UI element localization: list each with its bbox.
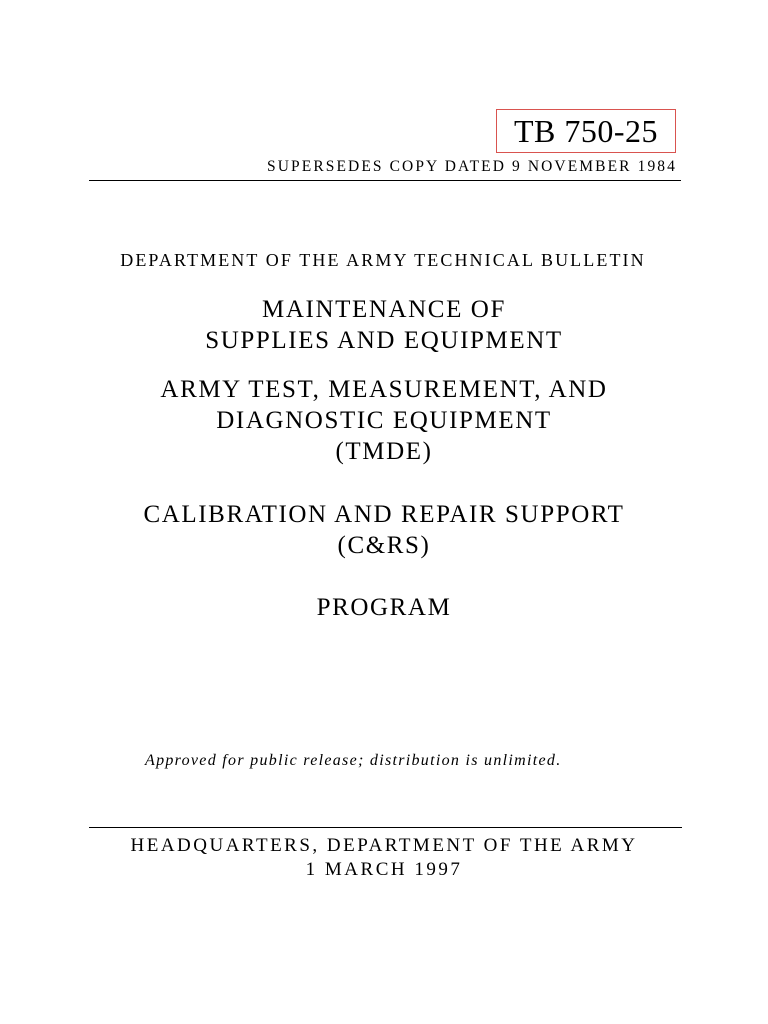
title-tmde — [0, 374, 768, 467]
title-line-4: DIAGNOSTIC EQUIPMENT — [216, 407, 552, 434]
title-line-7: (C&RS) — [337, 532, 431, 559]
title-line-3: ARMY TEST, MEASUREMENT, AND — [160, 376, 608, 403]
top-divider — [89, 180, 681, 181]
title-line-5: (TMDE) — [335, 438, 433, 465]
title-crs — [0, 499, 768, 561]
headquarters-line: HEADQUARTERS, DEPARTMENT OF THE ARMY — [130, 835, 638, 856]
title-program — [0, 592, 768, 623]
title-line-2: SUPPLIES AND EQUIPMENT — [205, 327, 563, 354]
department-line: DEPARTMENT OF THE ARMY TECHNICAL BULLETIN — [120, 250, 646, 270]
distribution-statement: Approved for public release; distribution is unlimited. — [145, 752, 562, 769]
footer-block — [0, 834, 768, 882]
title-line-8: PROGRAM — [316, 594, 452, 621]
title-line-6: CALIBRATION AND REPAIR SUPPORT — [143, 501, 625, 528]
title-line-1: MAINTENANCE OF — [262, 296, 506, 323]
supersedes-notice: SUPERSEDES COPY DATED 9 NOVEMBER 1984 — [267, 158, 677, 175]
publication-date: 1 MARCH 1997 — [305, 859, 463, 880]
title-maintenance — [0, 294, 768, 356]
document-number: TB 750-25 — [496, 109, 676, 153]
bottom-divider — [89, 827, 682, 828]
